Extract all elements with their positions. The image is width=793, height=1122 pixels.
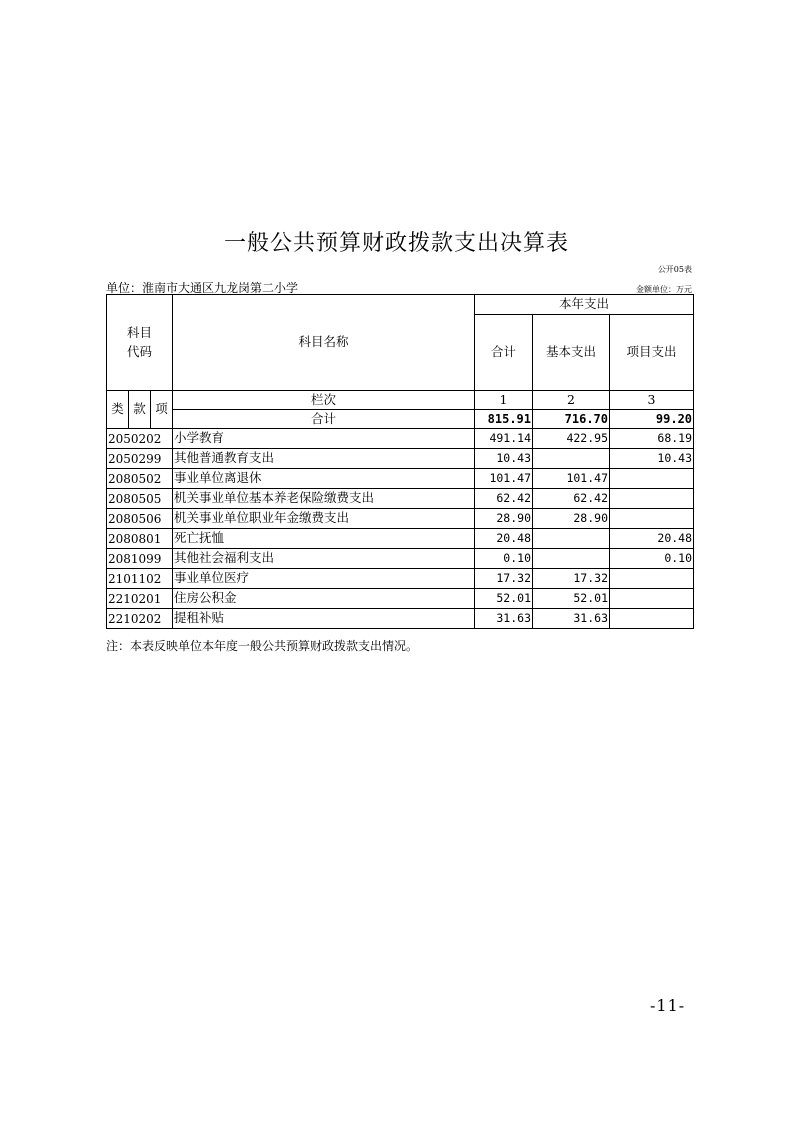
current-year-header: 本年支出 [475, 295, 694, 315]
row-code: 2050299 [107, 449, 173, 469]
column-index-label: 栏次 [173, 391, 475, 410]
row-basic: 17.32 [533, 569, 610, 589]
row-basic: 62.42 [533, 489, 610, 509]
row-name: 机关事业单位职业年金缴费支出 [173, 509, 475, 529]
row-name: 事业单位离退休 [173, 469, 475, 489]
row-project: 0.10 [610, 549, 694, 569]
row-total: 101.47 [475, 469, 533, 489]
basic-header: 基本支出 [533, 315, 610, 391]
total-header: 合计 [475, 315, 533, 391]
column-index-2: 2 [533, 391, 610, 410]
column-index-3: 3 [610, 391, 694, 410]
expenditure-table [106, 294, 694, 629]
table-row [107, 509, 694, 529]
page-number: -11- [650, 996, 686, 1015]
table-row [107, 549, 694, 569]
row-code: 2080506 [107, 509, 173, 529]
row-code: 2080801 [107, 529, 173, 549]
row-basic: 28.90 [533, 509, 610, 529]
row-project [610, 609, 694, 629]
row-total: 31.63 [475, 609, 533, 629]
unit-label: 单位：淮南市大通区九龙岗第二小学 [106, 281, 299, 295]
row-name: 其他社会福利支出 [173, 549, 475, 569]
table-row [107, 529, 694, 549]
subject-name-header: 科目名称 [173, 295, 475, 391]
table-row [107, 429, 694, 449]
row-project [610, 569, 694, 589]
row-total: 62.42 [475, 489, 533, 509]
row-basic: 52.01 [533, 589, 610, 609]
row-name: 小学教育 [173, 429, 475, 449]
row-total: 0.10 [475, 549, 533, 569]
row-project [610, 489, 694, 509]
row-code: 2210202 [107, 609, 173, 629]
subject-code-header [107, 295, 173, 391]
row-name: 死亡抚恤 [173, 529, 475, 549]
row-basic [533, 549, 610, 569]
row-basic: 31.63 [533, 609, 610, 629]
row-code: 2080505 [107, 489, 173, 509]
row-code: 2050202 [107, 429, 173, 449]
page-title: 一般公共预算财政拨款支出决算表 [223, 231, 569, 256]
total-row-basic: 716.70 [533, 410, 610, 429]
class-col-header: 类 [107, 391, 129, 429]
row-name: 机关事业单位基本养老保险缴费支出 [173, 489, 475, 509]
row-basic [533, 449, 610, 469]
table-row [107, 449, 694, 469]
project-header: 项目支出 [610, 315, 694, 391]
total-row-total: 815.91 [475, 410, 533, 429]
row-project: 68.19 [610, 429, 694, 449]
row-total: 52.01 [475, 589, 533, 609]
table-row [107, 469, 694, 489]
row-total: 17.32 [475, 569, 533, 589]
column-index-1: 1 [475, 391, 533, 410]
table-row [107, 489, 694, 509]
form-number: 公开05表 [657, 265, 692, 274]
row-project [610, 469, 694, 489]
row-total: 10.43 [475, 449, 533, 469]
row-basic: 101.47 [533, 469, 610, 489]
row-code: 2210201 [107, 589, 173, 609]
table-row [107, 609, 694, 629]
row-project [610, 509, 694, 529]
row-code: 2081099 [107, 549, 173, 569]
row-project: 20.48 [610, 529, 694, 549]
row-code: 2101102 [107, 569, 173, 589]
subject-code-top: 科目 [126, 324, 152, 340]
row-name: 住房公积金 [173, 589, 475, 609]
table-row [107, 589, 694, 609]
row-basic [533, 529, 610, 549]
row-basic: 422.95 [533, 429, 610, 449]
row-project: 10.43 [610, 449, 694, 469]
row-name: 事业单位医疗 [173, 569, 475, 589]
row-name: 提租补贴 [173, 609, 475, 629]
total-row-project: 99.20 [610, 410, 694, 429]
row-code: 2080502 [107, 469, 173, 489]
total-row-label: 合计 [173, 410, 475, 429]
item-col-header: 项 [151, 391, 173, 429]
row-total: 20.48 [475, 529, 533, 549]
table-row [107, 569, 694, 589]
row-project [610, 589, 694, 609]
row-total: 28.90 [475, 509, 533, 529]
money-unit: 金额单位：万元 [636, 285, 692, 294]
section-col-header: 款 [129, 391, 151, 429]
row-name: 其他普通教育支出 [173, 449, 475, 469]
table-note: 注：本表反映单位本年度一般公共预算财政拨款支出情况。 [106, 639, 419, 653]
row-total: 491.14 [475, 429, 533, 449]
subject-code-bottom: 代码 [126, 343, 152, 359]
